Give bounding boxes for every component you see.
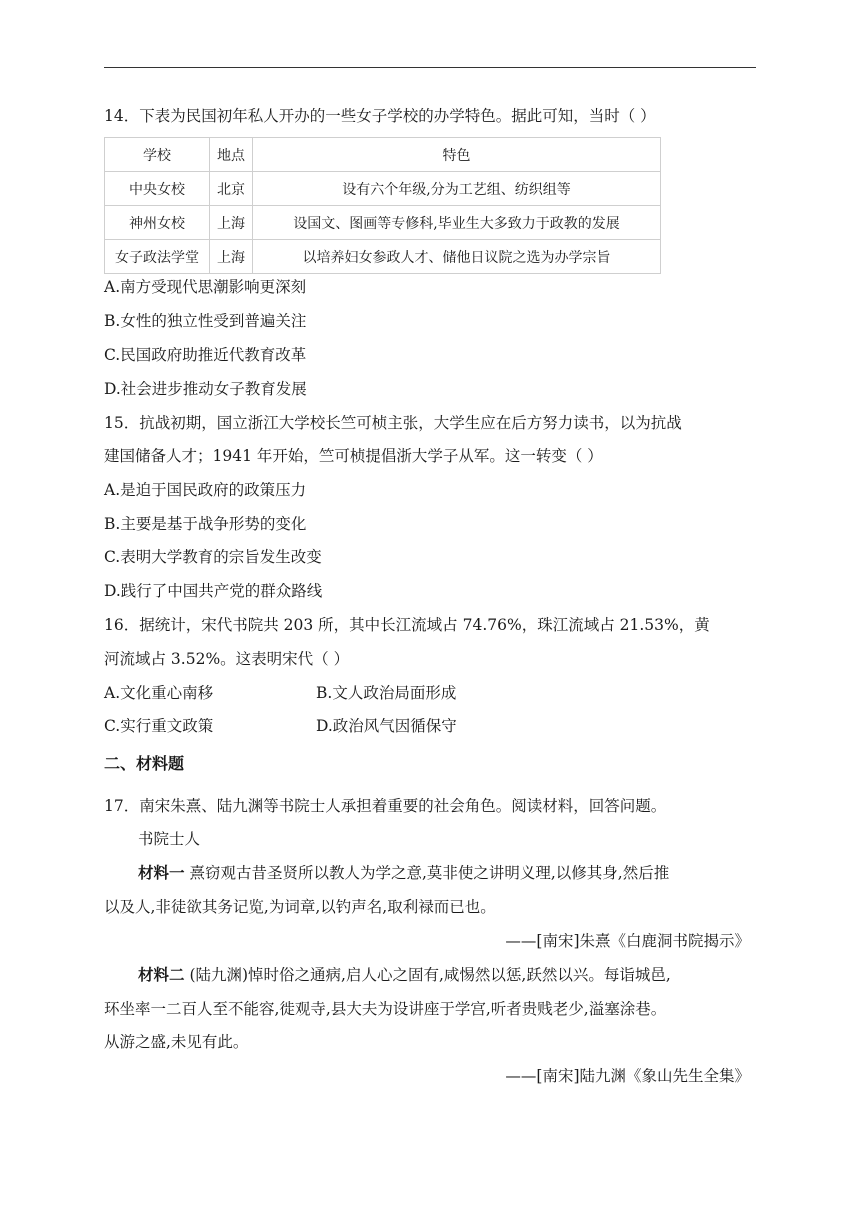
section-title: 二、材料题 <box>104 754 185 773</box>
q15-stem-line1: 15．抗战初期，国立浙江大学校长竺可桢主张，大学生应在后方努力读书，以为抗战 <box>104 414 682 432</box>
q15-option-a[interactable]: A.是迫于国民政府的政策压力 <box>104 481 307 499</box>
table-cell: 女子政法学堂 <box>105 240 210 274</box>
table-cell: 设有六个年级,分为工艺组、纺织组等 <box>253 172 661 206</box>
table-cell: 上海 <box>210 206 253 240</box>
material-1-line1 <box>138 862 669 884</box>
material-1-line2: 以及人,非徒欲其务记览,为词章,以钓声名,取利禄而已也。 <box>104 898 496 916</box>
material-2-line1 <box>138 964 671 986</box>
material-1-source: ——[南宋]朱熹《白鹿洞书院揭示》 <box>505 932 750 950</box>
table-header-cell: 特色 <box>253 138 661 172</box>
table-header-cell: 地点 <box>210 138 253 172</box>
table-header-row <box>105 138 661 172</box>
q17-subtitle: 书院士人 <box>138 830 201 848</box>
header-rule <box>104 67 756 68</box>
q15-option-b[interactable]: B.主要是基于战争形势的变化 <box>104 515 307 533</box>
material-2-source: ——[南宋]陆九渊《象山先生全集》 <box>505 1067 750 1085</box>
q15-option-c[interactable]: C.表明大学教育的宗旨发生改变 <box>104 548 322 566</box>
q15-stem-line2: 建国储备人才；1941 年开始，竺可桢提倡浙大学子从军。这一转变（ ） <box>104 447 603 465</box>
table-cell: 上海 <box>210 240 253 274</box>
q15-option-d[interactable]: D.践行了中国共产党的群众路线 <box>104 582 323 600</box>
table-cell: 以培养妇女参政人才、储他日议院之选为办学宗旨 <box>253 240 661 274</box>
table-cell: 设国文、图画等专修科,毕业生大多致力于政教的发展 <box>253 206 661 240</box>
material-2-line3: 从游之盛,未见有此。 <box>104 1033 249 1051</box>
material-2-text: (陆九渊)悼时俗之通病,启人心之固有,咸惕然以惩,跃然以兴。每诣城邑, <box>184 966 671 984</box>
q16-option-b[interactable]: B.文人政治局面形成 <box>316 684 457 702</box>
q16-option-c[interactable]: C.实行重文政策 <box>104 717 214 735</box>
q14-table <box>104 137 661 274</box>
q14-option-a[interactable]: A.南方受现代思潮影响更深刻 <box>104 278 307 296</box>
table-header-cell: 学校 <box>105 138 210 172</box>
q16-option-d[interactable]: D.政治风气因循保守 <box>316 717 457 735</box>
q17-stem: 17．南宋朱熹、陆九渊等书院士人承担着重要的社会角色。阅读材料，回答问题。 <box>104 797 667 815</box>
material-2-label: 材料二 <box>138 965 185 984</box>
q16-stem-line2: 河流域占 3.52%。这表明宋代（ ） <box>104 650 350 668</box>
material-1-text: 熹窃观古昔圣贤所以教人为学之意,莫非使之讲明义理,以修其身,然后推 <box>184 864 670 882</box>
q16-stem-line1: 16．据统计，宋代书院共 203 所，其中长江流域占 74.76%，珠江流域占 21.53%，黄 <box>104 616 710 634</box>
material-2-line2: 环坐率一二百人至不能容,徙观寺,县大夫为设讲座于学宫,听者贵贱老少,溢塞涂巷。 <box>104 1000 667 1018</box>
q16-option-a[interactable]: A.文化重心南移 <box>104 684 214 702</box>
table-cell: 神州女校 <box>105 206 210 240</box>
q14-option-d[interactable]: D.社会进步推动女子教育发展 <box>104 380 307 398</box>
table-row <box>105 172 661 206</box>
table-cell: 北京 <box>210 172 253 206</box>
material-1-label: 材料一 <box>138 863 185 882</box>
table-row <box>105 206 661 240</box>
table-row <box>105 240 661 274</box>
q14-option-c[interactable]: C.民国政府助推近代教育改革 <box>104 346 307 364</box>
table-cell: 中央女校 <box>105 172 210 206</box>
q14-option-b[interactable]: B.女性的独立性受到普遍关注 <box>104 312 307 330</box>
q14-stem: 14．下表为民国初年私人开办的一些女子学校的办学特色。据此可知，当时（ ） <box>104 107 656 125</box>
